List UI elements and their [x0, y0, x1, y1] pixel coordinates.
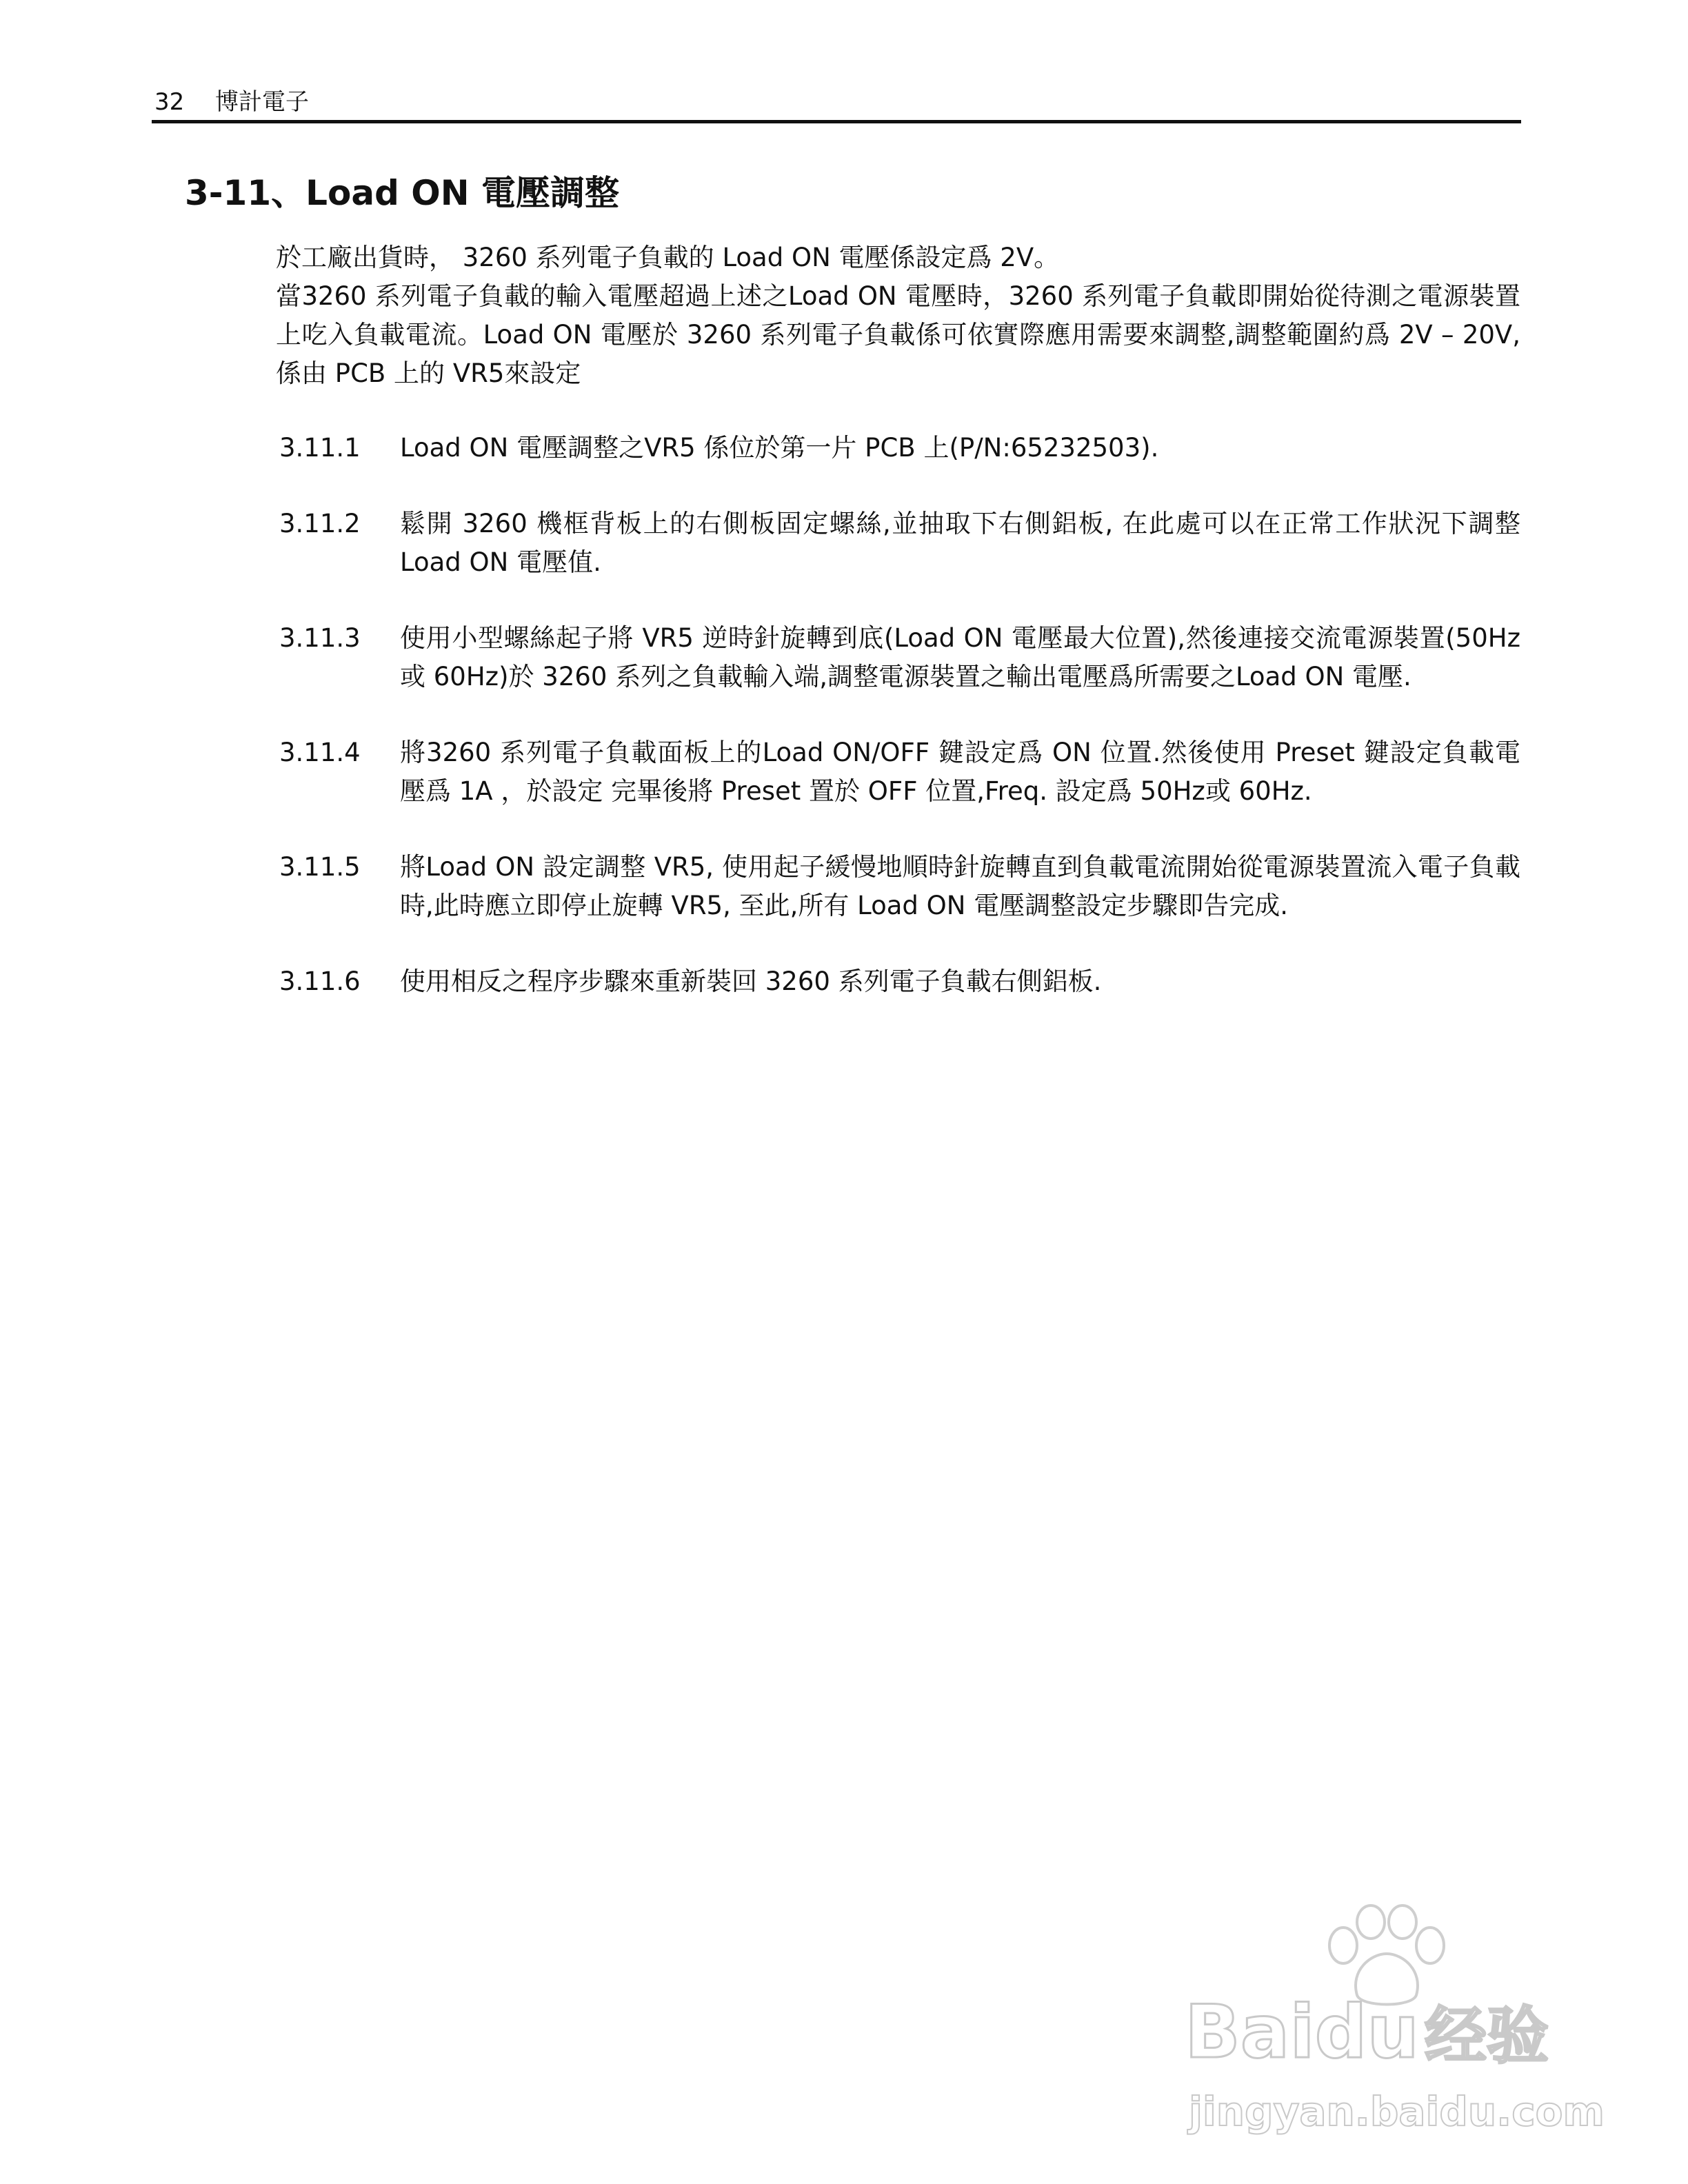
watermark-brand-latin: Baidu — [1185, 1990, 1419, 2074]
intro-paragraph-2: 當3260 系列電子負載的輸入電壓超過上述之Load ON 電壓時，3260 系列電子負載即開始從待測之電源裝置上吃入負載電流。Load ON 電壓於 3260 系列電子負載係可依實際應用需要來調整,調整範圍約爲 2V – 20V, 係由 PCB 上的 VR5來設定 — [276, 281, 1520, 388]
step-number: 3.11.2 — [279, 509, 361, 538]
step-number: 3.11.3 — [279, 623, 361, 653]
step-list — [279, 429, 1520, 1038]
intro-text — [276, 239, 1520, 393]
step-number: 3.11.5 — [279, 852, 361, 882]
page-header — [152, 84, 1521, 123]
step-text: 使用相反之程序步驟來重新裝回 3260 系列電子負載右側鋁板. — [400, 967, 1102, 996]
step-text: 使用小型螺絲起子將 VR5 逆時針旋轉到底(Load ON 電壓最大位置),然後連接交流電源裝置(50Hz或 60Hz)於 3260 系列之負載輸入端,調整電源裝置之輸出電壓爲所需要之Load ON 電壓. — [400, 623, 1520, 691]
step-item — [279, 505, 1520, 582]
section-title: 3-11、Load ON 電壓調整 — [185, 173, 620, 213]
step-item — [279, 962, 1520, 1001]
step-text: 鬆開 3260 機框背板上的右側板固定螺絲,並抽取下右側鋁板, 在此處可以在正常工作狀況下調整 Load ON 電壓值. — [400, 509, 1520, 577]
page-number: 32 — [154, 88, 185, 116]
watermark-url: jingyan.baidu.com — [1189, 2088, 1605, 2135]
step-item — [279, 848, 1520, 925]
intro-paragraph-1: 於工廠出貨時， 3260 系列電子負載的 Load ON 電壓係設定爲 2V。 — [276, 243, 1060, 272]
step-text: Load ON 電壓調整之VR5 係位於第一片 PCB 上(P/N:65232503). — [400, 433, 1159, 463]
step-number: 3.11.4 — [279, 738, 361, 767]
step-item — [279, 429, 1520, 467]
step-number: 3.11.6 — [279, 967, 361, 996]
header-title: 博計電子 — [215, 88, 309, 116]
step-item — [279, 734, 1520, 811]
baidu-watermark — [1185, 1904, 1605, 2150]
watermark-brand-cn: 经验 — [1425, 2000, 1549, 2072]
watermark-brand — [1185, 1991, 1549, 2078]
step-item — [279, 619, 1520, 696]
step-text: 將Load ON 設定調整 VR5, 使用起子緩慢地順時針旋轉直到負載電流開始從電源裝置流入電子負載時,此時應立即停止旋轉 VR5, 至此,所有 Load ON 電壓調整設定步驟即告完成. — [400, 852, 1520, 920]
step-text: 將3260 系列電子負載面板上的Load ON/OFF 鍵設定爲 ON 位置.然後使用 Preset 鍵設定負載電壓爲 1A ，於設定 完畢後將 Preset 置於 OFF 位置,Freq. 設定爲 50Hz或 60Hz. — [400, 738, 1520, 806]
step-number: 3.11.1 — [279, 433, 361, 463]
